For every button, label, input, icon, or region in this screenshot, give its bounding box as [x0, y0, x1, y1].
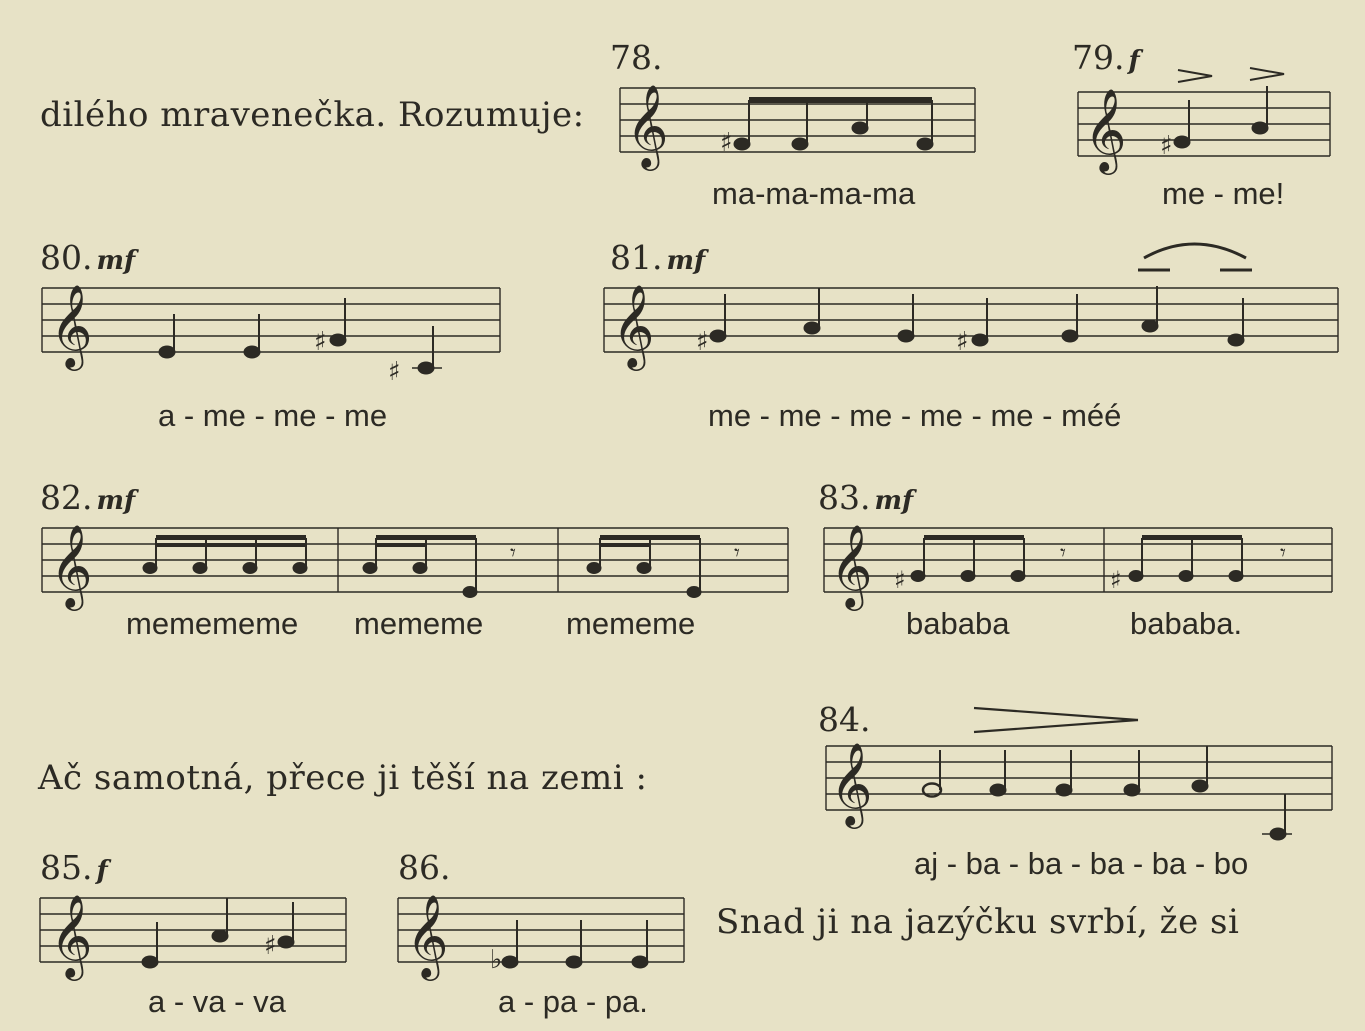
- svg-text:𝄾: 𝄾: [1060, 541, 1066, 566]
- treble-clef-icon: 𝄞: [626, 83, 669, 167]
- svg-text:𝄾: 𝄾: [1280, 541, 1286, 566]
- accent-marks: [1178, 68, 1284, 82]
- example-85-notation: [40, 893, 346, 977]
- example-78-number: 78.: [610, 38, 663, 77]
- svg-text:♯: ♯: [720, 128, 733, 158]
- example-84-staff: [826, 741, 1332, 846]
- example-84-notation: [826, 741, 1332, 846]
- example-80-notation: [42, 283, 500, 398]
- example-82-number: 82. mf: [40, 478, 136, 517]
- example-86-notation: [398, 893, 684, 977]
- svg-text:𝄾: 𝄾: [510, 541, 516, 566]
- example-84-lyrics: aj - ba - ba - ba - ba - bo: [914, 846, 1249, 881]
- example-85-staff: [40, 893, 346, 977]
- fermata-arc: [1144, 244, 1246, 258]
- example-83-notation: [824, 523, 1332, 607]
- example-82-notation: [42, 523, 788, 607]
- example-83-number: 83. mf: [818, 478, 914, 517]
- svg-text:♯: ♯: [894, 566, 906, 594]
- svg-text:♭: ♭: [490, 945, 503, 975]
- example-78-staff: [620, 83, 975, 167]
- example-79-notation: [1078, 87, 1330, 171]
- example-82-staff: [42, 523, 788, 607]
- text-line-1: dilého mravenečka. Rozumuje:: [40, 95, 585, 135]
- example-85-number: 85. f: [40, 848, 108, 887]
- example-82-lyric-2: mememe: [354, 606, 484, 641]
- example-78-notation: [620, 83, 975, 167]
- example-86-lyrics: a - pa - pa.: [498, 984, 648, 1019]
- treble-clef-icon: 𝄞: [830, 741, 873, 825]
- example-83-lyric-2: bababa.: [1130, 606, 1243, 641]
- treble-clef-icon: 𝄞: [50, 283, 93, 367]
- treble-clef-icon: 𝄞: [612, 283, 655, 367]
- example-80-staff: [42, 283, 500, 398]
- example-79-staff: [1078, 87, 1330, 171]
- example-81-staff: [604, 283, 1338, 367]
- example-86-staff: [398, 893, 684, 977]
- example-80-lyrics: a - me - me - me: [158, 398, 388, 433]
- example-81-notation: [604, 283, 1338, 367]
- example-82-lyric-3: mememe: [566, 606, 696, 641]
- treble-clef-icon: 𝄞: [406, 893, 449, 977]
- treble-clef-icon: 𝄞: [50, 523, 93, 607]
- example-80-number: 80. mf: [40, 238, 136, 277]
- svg-text:♯: ♯: [314, 327, 327, 357]
- svg-text:♯: ♯: [956, 327, 969, 357]
- treble-clef-icon: 𝄞: [830, 523, 873, 607]
- example-78-lyrics: ma-ma-ma-ma: [712, 176, 916, 211]
- text-line-2: Ač samotná, přece ji těší na zemi :: [38, 758, 648, 798]
- decrescendo-hairpin: [974, 708, 1138, 732]
- example-82-lyric-1: memememe: [126, 606, 299, 641]
- treble-clef-icon: 𝄞: [1084, 87, 1127, 171]
- example-81-number: 81. mf: [610, 238, 706, 277]
- example-84-number: 84.: [818, 700, 871, 739]
- text-line-3: Snad ji na jazýčku svrbí, že si: [716, 902, 1240, 942]
- svg-text:♯: ♯: [696, 327, 709, 357]
- example-83-lyric-1: bababa: [906, 606, 1010, 641]
- example-86-number: 86.: [398, 848, 451, 887]
- example-85-lyrics: a - va - va: [148, 984, 286, 1019]
- example-83-staff: [824, 523, 1332, 607]
- example-79-lyrics: me - me!: [1162, 176, 1285, 211]
- treble-clef-icon: 𝄞: [50, 893, 93, 977]
- example-79-number: 79. f: [1072, 38, 1140, 77]
- svg-text:𝄾: 𝄾: [734, 541, 740, 566]
- svg-text:♯: ♯: [1110, 566, 1122, 594]
- example-81-lyrics: me - me - me - me - me - méé: [708, 398, 1122, 433]
- svg-text:♯: ♯: [264, 931, 277, 961]
- svg-text:♯: ♯: [1160, 131, 1173, 161]
- svg-text:♯: ♯: [388, 357, 401, 387]
